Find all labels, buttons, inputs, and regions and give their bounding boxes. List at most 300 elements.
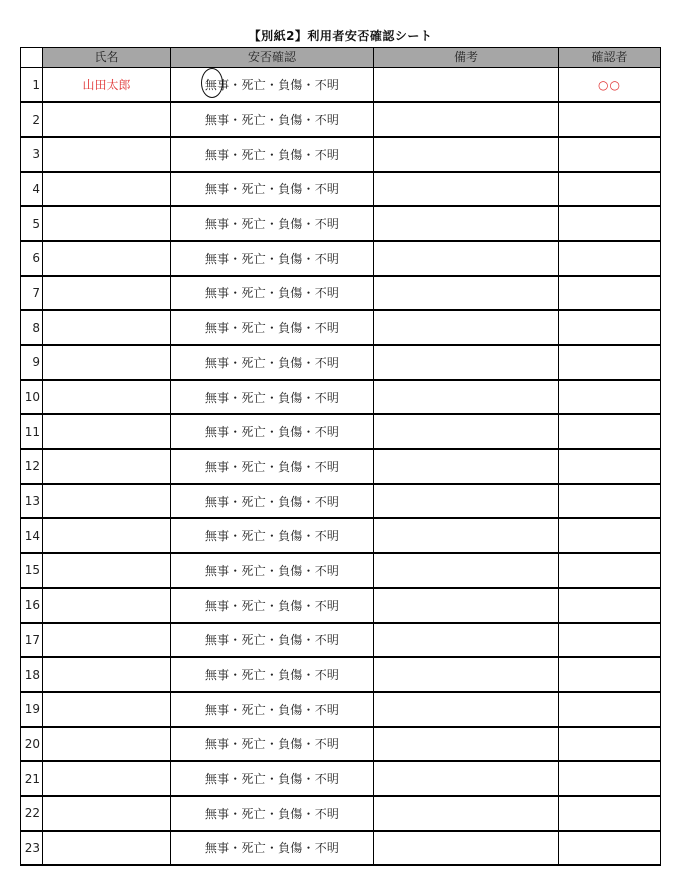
table-row (21, 796, 661, 831)
status-cell[interactable] (171, 102, 374, 137)
status-cell[interactable] (171, 172, 374, 207)
row-number: 12 (21, 449, 43, 484)
status-option-dead[interactable]: 死亡 (241, 459, 266, 474)
name-cell[interactable] (43, 727, 171, 762)
status-separator: ・ (302, 806, 315, 821)
status-separator: ・ (302, 321, 315, 336)
status-option-dead[interactable]: 死亡 (241, 182, 266, 197)
status-separator: ・ (229, 217, 242, 232)
status-option-unknown[interactable]: 不明 (314, 772, 340, 787)
status-option-unknown[interactable]: 不明 (314, 737, 340, 752)
status-option-unknown[interactable]: 不明 (314, 459, 340, 474)
status-option-unknown[interactable]: 不明 (314, 321, 340, 336)
row-number: 1 (21, 68, 43, 103)
confirmer-cell[interactable] (559, 449, 661, 484)
table-row (21, 623, 661, 658)
status-separator: ・ (229, 321, 242, 336)
status-separator: ・ (302, 390, 315, 405)
status-option-injured[interactable]: 負傷 (278, 321, 303, 336)
confirmer-cell[interactable] (559, 761, 661, 796)
confirmer-cell[interactable] (559, 172, 661, 207)
header-name: 氏名 (43, 48, 171, 68)
name-cell[interactable] (43, 831, 171, 866)
status-option-injured[interactable]: 負傷 (278, 702, 303, 717)
status-option-injured[interactable]: 負傷 (278, 494, 303, 509)
status-option-dead[interactable]: 死亡 (241, 598, 266, 613)
table-row (21, 831, 661, 866)
confirmer-cell[interactable] (559, 518, 661, 553)
table-row (21, 414, 661, 449)
confirmer-cell[interactable] (559, 484, 661, 519)
confirmer-cell[interactable] (559, 414, 661, 449)
status-option-dead[interactable]: 死亡 (241, 702, 266, 717)
table-row (21, 588, 661, 623)
status-separator: ・ (302, 633, 315, 648)
status-option-unknown[interactable]: 不明 (314, 251, 340, 266)
remarks-cell[interactable] (374, 518, 559, 553)
status-option-safe[interactable]: 無事 (204, 806, 230, 821)
sheet-title: 【別紙2】利用者安否確認シート (248, 29, 433, 43)
name-cell[interactable] (43, 137, 171, 172)
status-option-dead[interactable]: 死亡 (241, 113, 266, 128)
status-separator: ・ (302, 494, 315, 509)
confirmer-cell[interactable] (559, 831, 661, 866)
status-option-unknown[interactable]: 不明 (314, 425, 340, 440)
confirmer-cell[interactable] (559, 206, 661, 241)
status-option-unknown[interactable]: 不明 (314, 286, 340, 301)
status-option-injured[interactable]: 負傷 (278, 147, 303, 162)
confirmer-cell[interactable] (559, 137, 661, 172)
remarks-cell[interactable] (374, 727, 559, 762)
status-option-safe[interactable]: 無事 (204, 633, 230, 648)
row-number: 10 (21, 380, 43, 415)
status-option-safe[interactable]: 無事 (204, 425, 230, 440)
status-separator: ・ (229, 668, 242, 683)
row-number: 14 (21, 518, 43, 553)
remarks-cell[interactable] (374, 206, 559, 241)
status-option-dead[interactable]: 死亡 (241, 390, 266, 405)
status-separator: ・ (229, 182, 242, 197)
status-separator: ・ (302, 737, 315, 752)
header-status: 安否確認 (171, 48, 374, 68)
status-option-unknown[interactable]: 不明 (314, 633, 340, 648)
row-number: 6 (21, 241, 43, 276)
status-cell[interactable] (171, 518, 374, 553)
name-cell[interactable] (43, 380, 171, 415)
remarks-cell[interactable] (374, 241, 559, 276)
confirmer-cell[interactable] (559, 588, 661, 623)
status-separator: ・ (265, 772, 279, 787)
status-option-injured[interactable]: 負傷 (278, 633, 303, 648)
status-option-injured[interactable]: 負傷 (278, 286, 303, 301)
corner-cell (21, 48, 43, 68)
status-option-safe[interactable]: 無事 (204, 494, 230, 509)
status-cell[interactable] (171, 657, 374, 692)
status-separator: ・ (302, 772, 315, 787)
status-option-safe[interactable]: 無事 (204, 321, 230, 336)
name-cell[interactable] (43, 102, 171, 137)
status-separator: ・ (229, 737, 242, 752)
remarks-cell[interactable] (374, 831, 559, 866)
row-number: 11 (21, 414, 43, 449)
name-cell[interactable] (43, 761, 171, 796)
status-separator: ・ (265, 633, 279, 648)
status-cell[interactable] (171, 68, 374, 103)
status-option-injured[interactable]: 負傷 (278, 529, 303, 544)
name-cell[interactable] (43, 345, 171, 380)
remarks-cell[interactable] (374, 310, 559, 345)
status-option-injured[interactable]: 負傷 (278, 772, 303, 787)
name-cell[interactable] (43, 276, 171, 311)
remarks-cell[interactable] (374, 796, 559, 831)
status-cell[interactable] (171, 761, 374, 796)
row-number: 15 (21, 553, 43, 588)
status-option-dead[interactable]: 死亡 (241, 633, 266, 648)
status-cell[interactable] (171, 553, 374, 588)
remarks-cell[interactable] (374, 484, 559, 519)
status-option-safe[interactable]: 無事 (204, 217, 230, 232)
name-cell[interactable] (43, 553, 171, 588)
row-number: 19 (21, 692, 43, 727)
status-separator: ・ (302, 355, 315, 370)
status-separator: ・ (229, 286, 242, 301)
name-cell[interactable] (43, 206, 171, 241)
status-separator: ・ (302, 286, 315, 301)
status-option-dead[interactable]: 死亡 (241, 563, 266, 578)
status-separator: ・ (265, 425, 279, 440)
status-separator: ・ (265, 321, 279, 336)
table-row (21, 761, 661, 796)
status-separator: ・ (229, 113, 242, 128)
table-row (21, 484, 661, 519)
status-option-safe[interactable]: 無事 (204, 355, 230, 370)
status-separator: ・ (265, 217, 279, 232)
status-cell[interactable] (171, 623, 374, 658)
status-cell[interactable] (171, 484, 374, 519)
status-option-safe[interactable]: 無事 (204, 286, 230, 301)
status-separator: ・ (265, 668, 279, 683)
table-row (21, 727, 661, 762)
remarks-cell[interactable] (374, 68, 559, 103)
status-option-injured[interactable]: 負傷 (278, 182, 303, 197)
name-cell[interactable] (43, 588, 171, 623)
status-separator: ・ (229, 251, 242, 266)
table-row (21, 310, 661, 345)
confirmer-cell[interactable] (559, 657, 661, 692)
status-option-injured[interactable]: 負傷 (278, 737, 303, 752)
status-separator: ・ (265, 78, 279, 93)
status-separator: ・ (265, 182, 279, 197)
status-option-dead[interactable]: 死亡 (241, 425, 266, 440)
row-number: 7 (21, 276, 43, 311)
name-cell[interactable] (43, 692, 171, 727)
header-remarks: 備考 (374, 48, 559, 68)
remarks-cell[interactable] (374, 380, 559, 415)
name-cell[interactable] (43, 518, 171, 553)
status-option-injured[interactable]: 負傷 (278, 217, 303, 232)
name-cell[interactable] (43, 310, 171, 345)
confirmer-cell[interactable] (559, 276, 661, 311)
status-separator: ・ (302, 182, 315, 197)
selection-circle-icon (201, 68, 223, 98)
status-cell[interactable] (171, 137, 374, 172)
row-number: 9 (21, 345, 43, 380)
row-number: 4 (21, 172, 43, 207)
name-cell[interactable]: 山田太郎 (43, 68, 171, 103)
confirmer-cell[interactable] (559, 380, 661, 415)
table-body (21, 68, 661, 866)
status-separator: ・ (265, 459, 279, 474)
status-option-unknown[interactable]: 不明 (314, 113, 340, 128)
status-cell[interactable] (171, 692, 374, 727)
status-cell[interactable] (171, 449, 374, 484)
table-row (21, 172, 661, 207)
status-option-safe[interactable]: 無事 (204, 147, 230, 162)
status-option-dead[interactable]: 死亡 (241, 529, 266, 544)
status-option-injured[interactable]: 負傷 (278, 78, 303, 93)
confirmer-cell[interactable] (559, 553, 661, 588)
status-option-safe[interactable]: 無事 (204, 668, 230, 683)
status-separator: ・ (229, 563, 242, 578)
status-separator: ・ (229, 494, 242, 509)
status-separator: ・ (265, 563, 279, 578)
status-separator: ・ (302, 841, 315, 856)
status-option-injured[interactable]: 負傷 (278, 390, 303, 405)
status-separator: ・ (229, 459, 242, 474)
status-cell[interactable] (171, 310, 374, 345)
status-separator: ・ (265, 529, 279, 544)
row-number: 3 (21, 137, 43, 172)
status-option-dead[interactable]: 死亡 (241, 494, 266, 509)
status-separator: ・ (265, 113, 279, 128)
status-option-dead[interactable]: 死亡 (241, 286, 266, 301)
status-cell[interactable] (171, 727, 374, 762)
status-option-unknown[interactable]: 不明 (314, 217, 340, 232)
status-option-unknown[interactable]: 不明 (314, 841, 340, 856)
name-cell[interactable] (43, 796, 171, 831)
row-number: 17 (21, 623, 43, 658)
status-option-injured[interactable]: 負傷 (278, 598, 303, 613)
status-option-safe[interactable]: 無事 (204, 251, 230, 266)
status-option-injured[interactable]: 負傷 (278, 668, 303, 683)
status-separator: ・ (302, 147, 315, 162)
status-option-unknown[interactable]: 不明 (314, 390, 340, 405)
status-separator: ・ (302, 251, 315, 266)
status-option-safe[interactable]: 無事 (204, 841, 230, 856)
table-row (21, 518, 661, 553)
remarks-cell[interactable] (374, 692, 559, 727)
status-option-unknown[interactable]: 不明 (314, 147, 340, 162)
status-option-safe[interactable]: 無事 (204, 563, 230, 578)
status-option-dead[interactable]: 死亡 (241, 806, 266, 821)
status-separator: ・ (229, 529, 242, 544)
confirmer-cell[interactable] (559, 310, 661, 345)
status-separator: ・ (302, 113, 315, 128)
status-separator: ・ (229, 806, 242, 821)
status-option-dead[interactable]: 死亡 (241, 321, 266, 336)
status-option-dead[interactable]: 死亡 (241, 355, 266, 370)
confirmer-cell[interactable] (559, 241, 661, 276)
row-number: 23 (21, 831, 43, 866)
table-row (21, 692, 661, 727)
status-option-unknown[interactable]: 不明 (314, 355, 340, 370)
safety-check-table (20, 47, 661, 866)
status-separator: ・ (302, 459, 315, 474)
status-separator: ・ (265, 598, 279, 613)
status-separator: ・ (229, 633, 242, 648)
status-separator: ・ (229, 355, 242, 370)
status-option-safe[interactable]: 無事 (204, 529, 230, 544)
status-option-unknown[interactable]: 不明 (314, 563, 340, 578)
status-separator: ・ (265, 702, 279, 717)
status-option-safe[interactable] (205, 76, 229, 93)
status-option-dead[interactable]: 死亡 (241, 251, 266, 266)
status-separator: ・ (265, 355, 279, 370)
status-option-label: 無事 (204, 78, 230, 93)
status-cell[interactable] (171, 345, 374, 380)
confirmer-cell[interactable] (559, 727, 661, 762)
remarks-cell[interactable] (374, 588, 559, 623)
table-row (21, 553, 661, 588)
status-option-unknown[interactable]: 不明 (314, 806, 340, 821)
status-option-dead[interactable]: 死亡 (241, 668, 266, 683)
status-option-unknown[interactable]: 不明 (314, 494, 340, 509)
status-option-injured[interactable]: 負傷 (278, 806, 303, 821)
confirmer-cell[interactable] (559, 102, 661, 137)
row-number: 8 (21, 310, 43, 345)
status-separator: ・ (302, 217, 315, 232)
remarks-cell[interactable] (374, 449, 559, 484)
name-cell[interactable] (43, 484, 171, 519)
status-option-injured[interactable]: 負傷 (278, 459, 303, 474)
status-option-injured[interactable]: 負傷 (278, 251, 303, 266)
status-option-unknown[interactable]: 不明 (314, 529, 340, 544)
status-option-safe[interactable]: 無事 (204, 737, 230, 752)
remarks-cell[interactable] (374, 345, 559, 380)
status-separator: ・ (229, 425, 242, 440)
row-number: 16 (21, 588, 43, 623)
status-option-dead[interactable]: 死亡 (241, 841, 266, 856)
status-separator: ・ (229, 772, 242, 787)
status-option-dead[interactable]: 死亡 (241, 737, 266, 752)
name-cell[interactable] (43, 449, 171, 484)
status-option-safe[interactable]: 無事 (204, 182, 230, 197)
status-cell[interactable] (171, 414, 374, 449)
status-separator: ・ (229, 390, 242, 405)
status-separator: ・ (265, 251, 279, 266)
header-confirmer: 確認者 (559, 48, 661, 68)
status-cell[interactable] (171, 831, 374, 866)
confirmer-cell[interactable]: ○○ (559, 68, 661, 103)
status-option-dead[interactable]: 死亡 (241, 217, 266, 232)
status-option-safe[interactable]: 無事 (204, 390, 230, 405)
status-option-injured[interactable]: 負傷 (278, 113, 303, 128)
name-cell[interactable] (43, 623, 171, 658)
status-option-dead[interactable]: 死亡 (241, 772, 266, 787)
status-separator: ・ (265, 286, 279, 301)
table-row (21, 206, 661, 241)
status-option-injured[interactable]: 負傷 (278, 425, 303, 440)
remarks-cell[interactable] (374, 623, 559, 658)
status-option-safe[interactable]: 無事 (204, 598, 230, 613)
table-row (21, 345, 661, 380)
remarks-cell[interactable] (374, 761, 559, 796)
status-separator: ・ (302, 563, 315, 578)
status-separator: ・ (265, 390, 279, 405)
table-row (21, 380, 661, 415)
status-cell[interactable] (171, 588, 374, 623)
status-separator: ・ (302, 529, 315, 544)
status-separator: ・ (229, 147, 242, 162)
name-cell[interactable] (43, 657, 171, 692)
status-option-unknown[interactable]: 不明 (314, 702, 340, 717)
status-cell[interactable] (171, 380, 374, 415)
remarks-cell[interactable] (374, 414, 559, 449)
table-row (21, 449, 661, 484)
status-separator: ・ (265, 494, 279, 509)
status-separator: ・ (302, 598, 315, 613)
status-separator: ・ (265, 806, 279, 821)
remarks-cell[interactable] (374, 657, 559, 692)
status-separator: ・ (302, 425, 315, 440)
confirmer-cell[interactable] (559, 345, 661, 380)
confirmer-cell[interactable] (559, 623, 661, 658)
remarks-cell[interactable] (374, 102, 559, 137)
status-option-dead[interactable]: 死亡 (241, 78, 266, 93)
status-option-injured[interactable]: 負傷 (278, 563, 303, 578)
status-option-safe[interactable]: 無事 (204, 113, 230, 128)
status-separator: ・ (265, 147, 279, 162)
status-option-injured[interactable]: 負傷 (278, 841, 303, 856)
table-row (21, 276, 661, 311)
status-option-unknown[interactable]: 不明 (314, 78, 340, 93)
row-number: 2 (21, 102, 43, 137)
name-cell[interactable] (43, 241, 171, 276)
status-cell[interactable] (171, 206, 374, 241)
status-option-unknown[interactable]: 不明 (314, 668, 340, 683)
status-separator: ・ (302, 702, 315, 717)
status-option-unknown[interactable]: 不明 (314, 182, 340, 197)
row-number: 22 (21, 796, 43, 831)
remarks-cell[interactable] (374, 137, 559, 172)
confirmer-cell[interactable] (559, 796, 661, 831)
status-cell[interactable] (171, 276, 374, 311)
table-row (21, 68, 661, 103)
status-option-safe[interactable]: 無事 (204, 772, 230, 787)
status-separator: ・ (229, 841, 242, 856)
status-option-safe[interactable]: 無事 (204, 702, 230, 717)
confirmer-cell[interactable] (559, 692, 661, 727)
status-cell[interactable] (171, 796, 374, 831)
status-separator: ・ (229, 598, 242, 613)
remarks-cell[interactable] (374, 553, 559, 588)
remarks-cell[interactable] (374, 172, 559, 207)
header-row (21, 48, 661, 68)
status-option-injured[interactable]: 負傷 (278, 355, 303, 370)
status-separator: ・ (302, 668, 315, 683)
row-number: 5 (21, 206, 43, 241)
table-row (21, 241, 661, 276)
status-option-safe[interactable]: 無事 (204, 459, 230, 474)
name-cell[interactable] (43, 414, 171, 449)
status-option-dead[interactable]: 死亡 (241, 147, 266, 162)
remarks-cell[interactable] (374, 276, 559, 311)
row-number: 21 (21, 761, 43, 796)
status-option-unknown[interactable]: 不明 (314, 598, 340, 613)
status-cell[interactable] (171, 241, 374, 276)
name-cell[interactable] (43, 172, 171, 207)
status-separator: ・ (229, 702, 242, 717)
